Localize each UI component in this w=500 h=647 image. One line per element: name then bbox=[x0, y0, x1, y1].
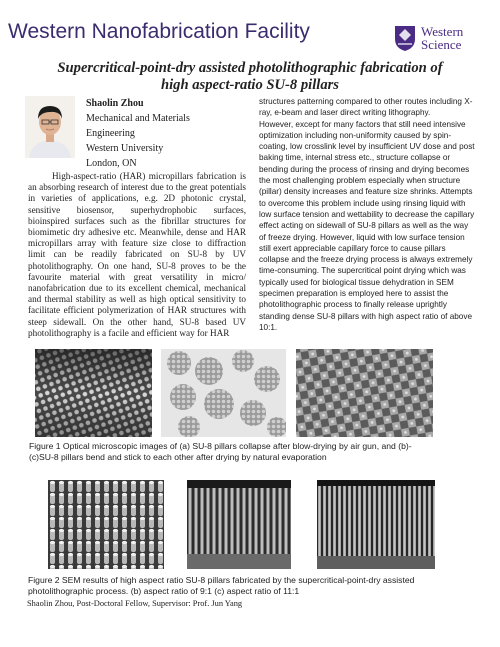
author-name: Shaolin Zhou bbox=[86, 98, 144, 109]
author-dept-line2: Engineering bbox=[86, 128, 135, 139]
intro-paragraph: High-aspect-ratio (HAR) micropillars fabrication is an absorbing research of interest due to the great potentials in varieties of applications, e.g. 2D photonic crystal, sensitive biosensor, superhydrophobic surfaces, bioinspired surfaces such as the fibrillar structures for biomimetic dry adhesive etc. Meanwhile, dense and HAR micropillars array with feature size close to diffraction limit can be readily fabricated on SU-8 by UV photolithography. On one hand, SU-8 proves to be the favourite material with great versatility in micro/ nanofabrication due to its excellent chemical, mechanical and thermal stability as well as high optical sensitivity to facilitate efficient polymerization of HAR structures with steep sidewall. On the other hand, SU-8 based UV photolithography is a facile and efficient way for HAR bbox=[28, 171, 246, 338]
poster-title-line1: Supercritical-point-dry assisted photolithographic fabrication of bbox=[57, 60, 443, 76]
crest-icon bbox=[394, 25, 416, 52]
right-column bbox=[259, 96, 476, 333]
figure1-caption-line2: (c)SU-8 pillars bend and stick to each other after drying by natural evaporation bbox=[29, 452, 327, 463]
author-city: London, ON bbox=[86, 158, 137, 169]
figure1-image-b bbox=[161, 349, 286, 437]
western-science-logo bbox=[394, 25, 498, 55]
right-paragraph-2: However, except for many factors that still need intensive optimization including non-uniformity caused by spin-coating, low crosslink level by insufficient UV dose and post baking time, internal stress etc., structure collapse or bending during the process of rinsing and drying becomes the most challenging problem especially when structure (pillar) density increases and feature size shrinks. Attempts to overcome this problem include using rinsing liquid with low surface tension and wettability to decrease the capillary effect acting on sidewall of SU-8 pillars as well as the way of freeze drying. However, liquid with low surface tension still exert appreciable capillary force to cause pillars collapse and the freeze drying process is always extremely time-consuming. The supercritical point drying which was typically used for biological tissue dehydration in SEM specimen preparation is employed here to assist the photolithographic process to finally release uprightly standing dense SU-8 pillars with high aspect ratio of above 10:1. bbox=[259, 119, 475, 332]
logo-line-western: Western bbox=[421, 24, 464, 39]
poster-title bbox=[20, 60, 480, 94]
figure1-image-a bbox=[35, 349, 152, 437]
figure1-caption-line1: Figure 1 Optical microscopic images of (a) SU-8 pillars collapse after blow-drying by air gun, and (b)- bbox=[29, 441, 412, 451]
author-photo bbox=[25, 96, 75, 158]
author-info bbox=[86, 96, 190, 171]
figure2-image-a bbox=[48, 480, 164, 569]
author-university: Western University bbox=[86, 143, 164, 154]
figure2-image-b bbox=[187, 480, 291, 569]
footer-credit: Shaolin Zhou, Post-Doctoral Fellow, Supervisor: Prof. Jun Yang bbox=[27, 599, 243, 608]
figure2-caption-line1: Figure 2 SEM results of high aspect ratio SU-8 pillars fabricated by the supercritical-point-dry assisted bbox=[28, 575, 415, 585]
logo-line-science: Science bbox=[421, 37, 462, 52]
right-paragraph-1: structures patterning compared to other routes including X-ray, e-beam and laser direct writing lithography. bbox=[259, 97, 473, 118]
figure2-image-c bbox=[317, 480, 435, 569]
logo-wordmark bbox=[421, 25, 463, 51]
figure1-image-c bbox=[296, 349, 433, 437]
figure2-caption-line2: photolithographic process. (b) aspect ratio of 9:1 (c) aspect ratio of 11:1 bbox=[28, 586, 300, 597]
author-dept-line1: Mechanical and Materials bbox=[86, 113, 190, 124]
figure1-caption bbox=[29, 441, 474, 463]
poster-title-line2: high aspect-ratio SU-8 pillars bbox=[161, 77, 339, 93]
page-header-title: Western Nanofabrication Facility bbox=[8, 20, 310, 43]
figure2-caption bbox=[28, 575, 474, 597]
